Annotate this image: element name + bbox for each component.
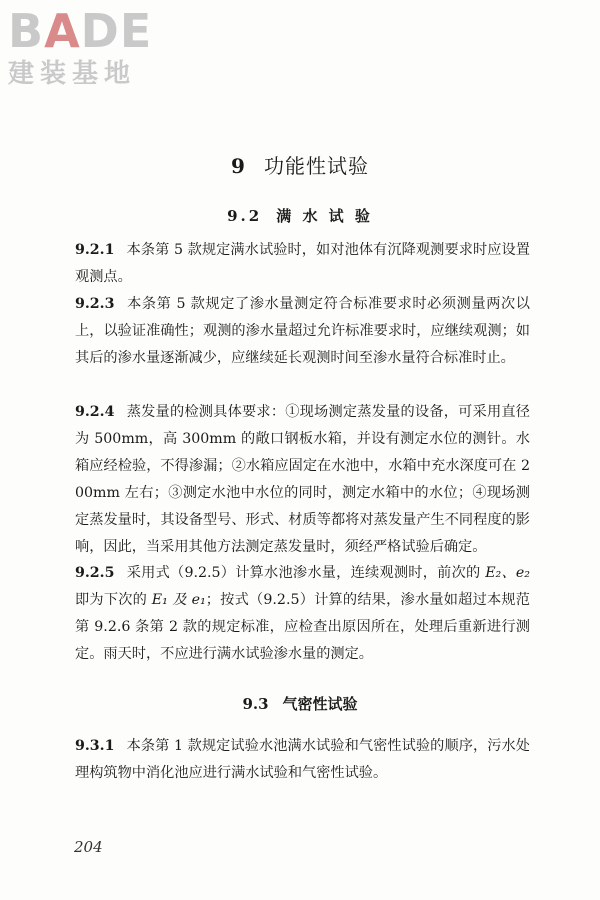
section-number: 9.3: [242, 695, 269, 713]
paragraph-9-2-5: [75, 560, 530, 668]
section-title-text: 气密性试验: [282, 695, 358, 713]
paragraph-text: 本条第 5 款规定满水试验时，如对池体有沉降观测要求时应设置观测点。: [75, 242, 530, 285]
variable-e2: E₂、e₂: [485, 565, 530, 581]
section-title-9-2: [0, 205, 600, 226]
logo-letter-b: B: [8, 4, 45, 58]
watermark-logo: [8, 6, 198, 96]
paragraph-text: 本条第 1 款规定试验水池满水试验和气密性试验的顺序，污水处理构筑物中消化池应进行满水试验和气密性试验。: [75, 738, 530, 781]
logo-letters-de: DE: [80, 4, 153, 58]
chapter-title: [0, 150, 600, 179]
paragraph-number: 9.2.3: [75, 296, 115, 312]
logo-wordmark: [8, 6, 198, 56]
paragraph-text: 蒸发量的检测具体要求：①现场测定蒸发量的设备，可采用直径为 500mm，高 300mm 的敞口钢板水箱，并设有测定水位的测针。水箱应经检验，不得渗漏；②水箱应固定在水池中，水箱中充水深度可在 200mm 左右；③测定水池中水位的同时，测定水箱中的水位；④现场测定蒸发量时，其设备型号、形式、材质等都将对蒸发量产生不同程度的影响，因此，当采用其他方法测定蒸发量时，须经严格试验后确定。: [75, 404, 530, 555]
section-title-9-3: [0, 693, 600, 714]
paragraph-number: 9.2.4: [75, 404, 115, 420]
paragraph-9-2-3: [75, 291, 530, 372]
paragraph-text-part: ；按式（9.2.5）计算的结果，渗水量如超过本规范第 9.2.6 条第 2 款的规定标准，应检查出原因所在，处理后重新进行测定。雨天时，不应进行满水试验渗水量的测定。: [75, 592, 530, 662]
paragraph-9-2-1: [75, 237, 530, 291]
chapter-number: 9: [231, 154, 246, 178]
paragraph-text: 本条第 5 款规定了渗水量测定符合标准要求时必须测量两次以上，以验证准确性；观测的渗水量超过允许标准要求时，应继续观测；如其后的渗水量逐渐减少，应继续延长观测时间至渗水量符合标准时止。: [75, 296, 530, 366]
paragraph-text-part: 即为下次的: [75, 592, 152, 608]
paragraph-text-part: 采用式（9.2.5）计算水池渗水量，连续观测时，前次的: [126, 565, 486, 581]
logo-subtitle: 建装基地: [8, 59, 137, 89]
logo-letter-a: A: [44, 4, 81, 58]
section-number: 9.2: [227, 207, 263, 225]
page-number: 204: [74, 838, 103, 856]
paragraph-9-2-4: [75, 399, 530, 561]
paragraph-9-3-1: [75, 733, 530, 787]
paragraph-number: 9.2.1: [75, 242, 115, 258]
chapter-title-text: 功能性试验: [263, 154, 369, 178]
paragraph-number: 9.3.1: [75, 738, 115, 754]
paragraph-number: 9.2.5: [75, 565, 115, 581]
variable-e1: E₁ 及 e₁: [151, 592, 206, 608]
section-title-text: 满 水 试 验: [276, 207, 373, 225]
